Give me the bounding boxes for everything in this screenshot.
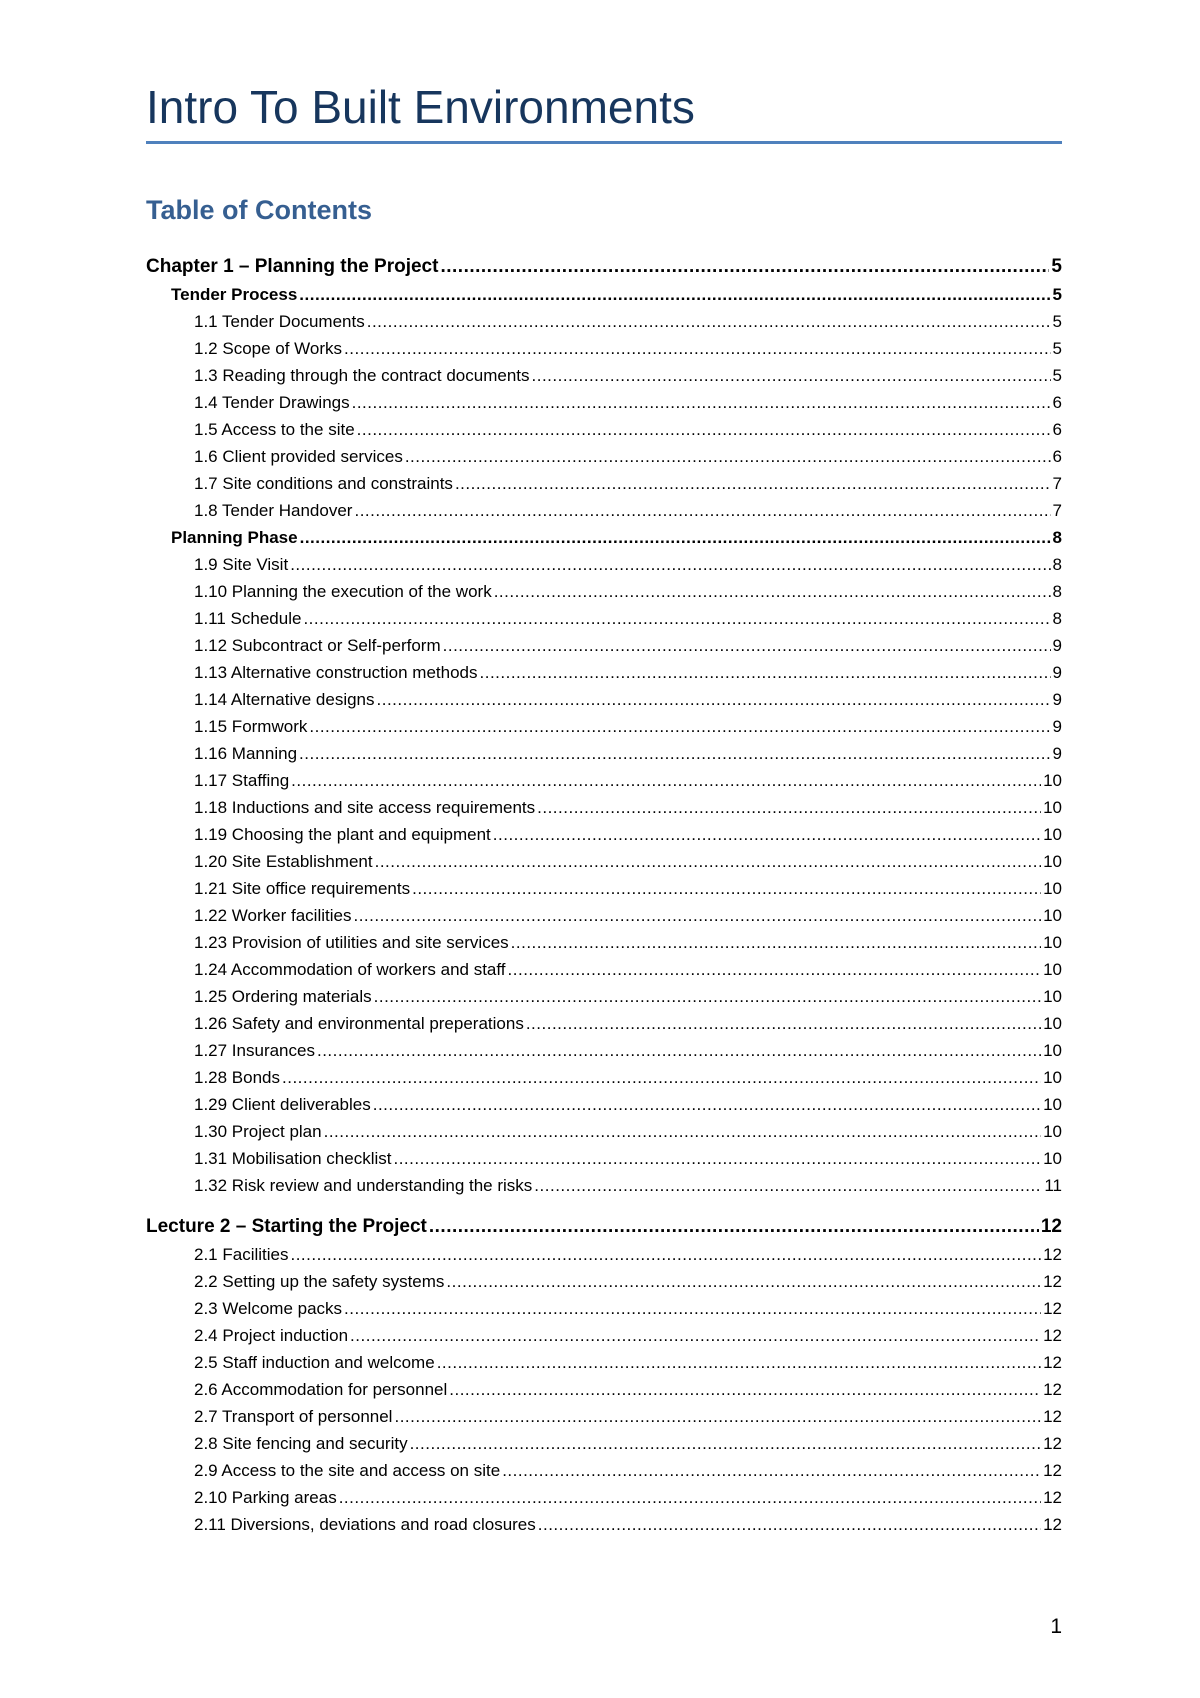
toc-entry-title: 1.13 Alternative construction methods — [194, 663, 478, 682]
toc-entry-title: 2.6 Accommodation for personnel — [194, 1380, 448, 1399]
toc-entry-page: 12 — [1043, 1461, 1062, 1480]
toc-dot-leader — [443, 636, 1051, 656]
toc-entry-title: 2.7 Transport of personnel — [194, 1407, 393, 1426]
toc-dot-leader — [303, 609, 1050, 629]
toc-entry[interactable] — [194, 1115, 1062, 1142]
toc-entry[interactable] — [146, 1208, 1062, 1238]
toc-entry-page: 10 — [1043, 1041, 1062, 1060]
toc-entry-page: 12 — [1043, 1407, 1062, 1426]
toc-dot-leader — [373, 1095, 1041, 1115]
toc-entry-title: 1.27 Insurances — [194, 1041, 315, 1060]
toc-entry-page: 10 — [1043, 771, 1062, 790]
toc-entry-title: 1.9 Site Visit — [194, 555, 289, 574]
toc-entry-title: 1.12 Subcontract or Self-perform — [194, 636, 441, 655]
toc-dot-leader — [375, 852, 1041, 872]
toc-entry-page: 12 — [1043, 1353, 1062, 1372]
toc-dot-leader — [534, 1176, 1042, 1196]
toc-entry-title: 2.11 Diversions, deviations and road closures — [194, 1515, 536, 1534]
toc-entry-page: 9 — [1052, 717, 1062, 736]
page-number: 1 — [1050, 1615, 1062, 1638]
toc-entry[interactable] — [194, 1481, 1062, 1508]
toc-entry-title: 1.16 Manning — [194, 744, 298, 763]
toc-entry[interactable] — [194, 1292, 1062, 1319]
toc-dot-leader — [412, 879, 1041, 899]
toc-entry[interactable] — [194, 1346, 1062, 1373]
toc-entry-page: 12 — [1043, 1299, 1062, 1318]
toc-entry[interactable] — [194, 737, 1062, 764]
toc-entry[interactable] — [194, 1007, 1062, 1034]
toc-entry-title: 1.3 Reading through the contract documents — [194, 366, 530, 385]
toc-entry-page: 10 — [1043, 1014, 1062, 1033]
toc-dot-leader — [357, 420, 1051, 440]
toc-entry[interactable] — [194, 899, 1062, 926]
toc-entry-page: 6 — [1052, 420, 1062, 439]
toc-entry-page: 8 — [1052, 609, 1062, 628]
toc-entry-page: 6 — [1052, 393, 1062, 412]
toc-entry[interactable] — [194, 1265, 1062, 1292]
toc-dot-leader — [352, 393, 1051, 413]
toc-entry-title: 1.29 Client deliverables — [194, 1095, 371, 1114]
toc-entry-page: 12 — [1043, 1488, 1062, 1507]
toc-dot-leader — [455, 474, 1051, 494]
toc-entry[interactable] — [194, 602, 1062, 629]
toc-entry-page: 10 — [1043, 825, 1062, 844]
toc-entry[interactable] — [194, 845, 1062, 872]
toc-entry-page: 9 — [1052, 744, 1062, 763]
toc-entry[interactable] — [194, 926, 1062, 953]
toc-dot-leader — [394, 1407, 1041, 1427]
toc-entry-title: Lecture 2 – Starting the Project — [146, 1216, 427, 1237]
toc-entry[interactable] — [194, 1034, 1062, 1061]
toc-entry-page: 8 — [1052, 555, 1062, 574]
toc-entry[interactable] — [194, 1319, 1062, 1346]
toc-entry-page: 12 — [1043, 1272, 1062, 1291]
toc-entry-page: 5 — [1051, 256, 1062, 277]
toc-entry[interactable] — [194, 1238, 1062, 1265]
toc-entry-title: 1.15 Formwork — [194, 717, 308, 736]
toc-dot-leader — [344, 339, 1050, 359]
toc-dot-leader — [374, 987, 1041, 1007]
toc-entry-title: 1.18 Inductions and site access requirements — [194, 798, 536, 817]
toc-entry-page: 8 — [1052, 528, 1062, 547]
toc-dot-leader — [299, 744, 1051, 764]
toc-entry-page: 12 — [1040, 1216, 1062, 1237]
toc-entry[interactable] — [194, 1169, 1062, 1196]
toc-entry[interactable] — [171, 278, 1062, 305]
toc-entry-title: Planning Phase — [171, 528, 298, 547]
toc-entry-title: 1.32 Risk review and understanding the risks — [194, 1176, 533, 1195]
toc-dot-leader — [282, 1068, 1041, 1088]
toc-entry[interactable] — [194, 440, 1062, 467]
toc-dot-leader — [377, 690, 1051, 710]
toc-entry-title: 1.17 Staffing — [194, 771, 290, 790]
toc-entry-title: 1.6 Client provided services — [194, 447, 403, 466]
toc-entry-title: 1.23 Provision of utilities and site services — [194, 933, 509, 952]
toc-entry[interactable] — [194, 1061, 1062, 1088]
toc-dot-leader — [449, 1380, 1041, 1400]
toc-dot-leader — [290, 555, 1050, 575]
toc-entry-title: 1.11 Schedule — [194, 609, 302, 628]
toc-entry-page: 10 — [1043, 1122, 1062, 1141]
toc-entry-page: 10 — [1043, 987, 1062, 1006]
toc-entry-title: 1.5 Access to the site — [194, 420, 355, 439]
toc-entry-page: 8 — [1052, 582, 1062, 601]
toc-entry-title: 1.25 Ordering materials — [194, 987, 372, 1006]
toc-entry[interactable] — [194, 629, 1062, 656]
toc-entry[interactable] — [194, 1088, 1062, 1115]
toc-entry[interactable] — [194, 332, 1062, 359]
toc-entry-title: Chapter 1 – Planning the Project — [146, 256, 439, 277]
toc-entry-page: 7 — [1052, 501, 1062, 520]
toc-entry-title: 1.4 Tender Drawings — [194, 393, 350, 412]
toc-dot-leader — [344, 1299, 1041, 1319]
toc-entry-title: 1.21 Site office requirements — [194, 879, 411, 898]
toc-entry-title: 1.2 Scope of Works — [194, 339, 343, 358]
toc-entry-title: 1.7 Site conditions and constraints — [194, 474, 453, 493]
toc-entry[interactable] — [194, 656, 1062, 683]
toc-entry-page: 10 — [1043, 1068, 1062, 1087]
toc-entry-title: 1.8 Tender Handover — [194, 501, 353, 520]
document-title: Intro To Built Environments — [146, 81, 695, 133]
toc-entry-title: 1.22 Worker facilities — [194, 906, 352, 925]
toc-entry-title: 1.20 Site Establishment — [194, 852, 373, 871]
toc-entry[interactable] — [194, 575, 1062, 602]
toc-dot-leader — [393, 1149, 1041, 1169]
toc-entry-title: 1.28 Bonds — [194, 1068, 281, 1087]
toc-entry[interactable] — [194, 953, 1062, 980]
toc-dot-leader — [350, 1326, 1041, 1346]
toc-entry[interactable] — [194, 1508, 1062, 1535]
toc-entry-page: 10 — [1043, 906, 1062, 925]
toc-entry[interactable] — [194, 359, 1062, 386]
toc-dot-leader — [538, 1515, 1041, 1535]
toc-dot-leader — [405, 447, 1051, 467]
toc-entry[interactable] — [194, 548, 1062, 575]
toc-entry-page: 7 — [1052, 474, 1062, 493]
toc-entry-title: 1.19 Choosing the plant and equipment — [194, 825, 491, 844]
toc-dot-leader — [494, 582, 1051, 602]
toc-entry-page: 11 — [1044, 1176, 1062, 1195]
toc-dot-leader — [437, 1353, 1041, 1373]
toc-dot-leader — [493, 825, 1041, 845]
toc-dot-leader — [502, 1461, 1041, 1481]
toc-entry-page: 10 — [1043, 960, 1062, 979]
toc-entry-title: 1.10 Planning the execution of the work — [194, 582, 492, 601]
toc-entry-page: 10 — [1043, 1095, 1062, 1114]
toc-entry[interactable] — [194, 710, 1062, 737]
toc-entry[interactable] — [194, 683, 1062, 710]
toc-entry-title: Tender Process — [171, 285, 298, 304]
toc-entry[interactable] — [194, 386, 1062, 413]
toc-entry-page: 9 — [1052, 690, 1062, 709]
toc-dot-leader — [354, 501, 1050, 521]
toc-entry[interactable] — [194, 1454, 1062, 1481]
toc-entry-title: 2.10 Parking areas — [194, 1488, 337, 1507]
toc-dot-leader — [291, 771, 1041, 791]
toc-entry-title: 1.31 Mobilisation checklist — [194, 1149, 392, 1168]
toc-entry[interactable] — [194, 1427, 1062, 1454]
toc-entry-page: 5 — [1052, 339, 1062, 358]
toc-dot-leader — [299, 285, 1050, 305]
toc-entry-page: 5 — [1052, 366, 1062, 385]
toc-entry[interactable] — [194, 980, 1062, 1007]
toc-entry-page: 5 — [1052, 285, 1062, 304]
toc-dot-leader — [290, 1245, 1041, 1265]
toc-entry[interactable] — [194, 305, 1062, 332]
toc-entry[interactable] — [194, 494, 1062, 521]
toc-entry-title: 2.3 Welcome packs — [194, 1299, 343, 1318]
toc-entry-title: 2.4 Project induction — [194, 1326, 349, 1345]
toc-entry[interactable] — [171, 521, 1062, 548]
toc-entry[interactable] — [194, 1400, 1062, 1427]
toc-entry-page: 9 — [1052, 663, 1062, 682]
toc-entry-title: 2.2 Setting up the safety systems — [194, 1272, 445, 1291]
toc-dot-leader — [309, 717, 1050, 737]
toc-dot-leader — [429, 1216, 1039, 1238]
toc-entry[interactable] — [194, 764, 1062, 791]
toc-dot-leader — [324, 1122, 1041, 1142]
toc-entry-title: 2.9 Access to the site and access on site — [194, 1461, 501, 1480]
toc-entry-title: 1.26 Safety and environmental preperations — [194, 1014, 524, 1033]
toc-entry-title: 1.14 Alternative designs — [194, 690, 375, 709]
toc-entry-page: 5 — [1052, 312, 1062, 331]
toc-dot-leader — [508, 960, 1042, 980]
toc-heading: Table of Contents — [146, 195, 372, 225]
toc-entry-page: 12 — [1043, 1245, 1062, 1264]
toc-entry-page: 10 — [1043, 879, 1062, 898]
toc-entry-title: 1.24 Accommodation of workers and staff — [194, 960, 506, 979]
toc-entry[interactable] — [194, 1373, 1062, 1400]
toc-dot-leader — [532, 366, 1051, 386]
toc-entry-page: 10 — [1043, 852, 1062, 871]
toc-entry-page: 10 — [1043, 933, 1062, 952]
toc-entry[interactable] — [194, 818, 1062, 845]
toc-entry-title: 1.1 Tender Documents — [194, 312, 365, 331]
toc-dot-leader — [537, 798, 1041, 818]
toc-entry[interactable] — [194, 1142, 1062, 1169]
toc-entry-title: 2.1 Facilities — [194, 1245, 289, 1264]
toc-dot-leader — [446, 1272, 1041, 1292]
toc-dot-leader — [410, 1434, 1042, 1454]
toc-entry-title: 2.5 Staff induction and welcome — [194, 1353, 435, 1372]
toc-dot-leader — [300, 528, 1051, 548]
toc-entry[interactable] — [146, 248, 1062, 278]
toc-dot-leader — [526, 1014, 1041, 1034]
toc-dot-leader — [511, 933, 1041, 953]
toc-entry-title: 2.8 Site fencing and security — [194, 1434, 408, 1453]
toc-entry[interactable] — [194, 872, 1062, 899]
toc-entry-page: 10 — [1043, 1149, 1062, 1168]
toc-dot-leader — [339, 1488, 1041, 1508]
toc-entry[interactable] — [194, 467, 1062, 494]
toc-entry-page: 10 — [1043, 798, 1062, 817]
toc-dot-leader — [440, 256, 1049, 278]
toc-entry-page: 6 — [1052, 447, 1062, 466]
toc-entry-page: 12 — [1043, 1434, 1062, 1453]
toc-dot-leader — [317, 1041, 1041, 1061]
toc-dot-leader — [367, 312, 1051, 332]
toc-entry-page: 9 — [1052, 636, 1062, 655]
toc-entry-page: 12 — [1043, 1515, 1062, 1534]
toc-entry-title: 1.30 Project plan — [194, 1122, 322, 1141]
toc-entry[interactable] — [194, 791, 1062, 818]
toc-dot-leader — [353, 906, 1041, 926]
toc-dot-leader — [480, 663, 1051, 683]
toc-entry[interactable] — [194, 413, 1062, 440]
toc-entry-page: 12 — [1043, 1380, 1062, 1399]
toc-entry-page: 12 — [1043, 1326, 1062, 1345]
